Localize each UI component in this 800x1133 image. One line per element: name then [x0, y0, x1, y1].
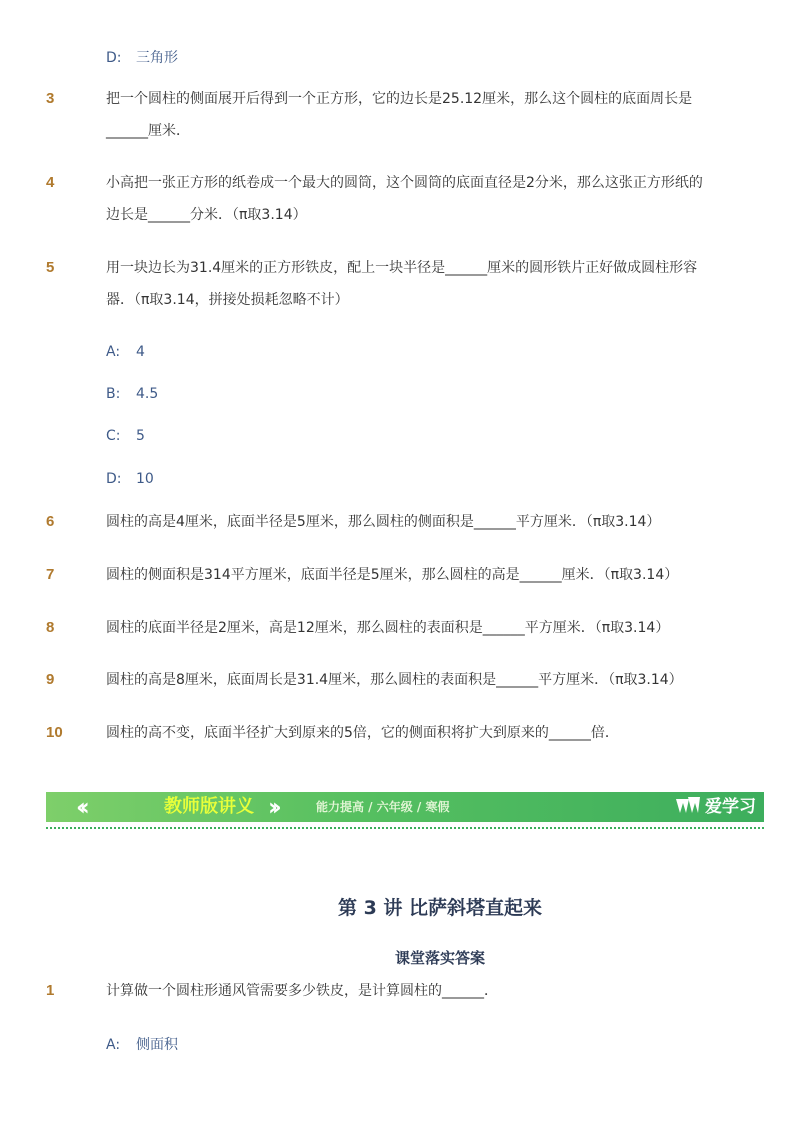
option-label: D: — [106, 50, 122, 66]
question-line: 器．（π取3.14，拼接处损耗忽略不计） — [106, 292, 349, 308]
option-text: 5 — [136, 428, 145, 444]
chevron-left-icon: ‹‹ — [76, 793, 84, 821]
option-text: 10 — [136, 471, 154, 487]
question-line: 圆柱的底面半径是2厘米，高是12厘米，那么圆柱的表面积是______平方厘米．（π取3.14） — [106, 620, 670, 636]
option-d — [106, 47, 178, 67]
question-8-text — [106, 612, 746, 644]
question-line: 小高把一张正方形的纸卷成一个最大的圆筒，这个圆筒的底面直径是2分米，那么这张正方形纸的 — [106, 175, 703, 191]
logo-mark-icon — [675, 795, 701, 815]
question-line: 圆柱的侧面积是314平方厘米，底面半径是5厘米，那么圆柱的高是______厘米．（π取3.14） — [106, 567, 679, 583]
question-line: 圆柱的高不变，底面半径扩大到原来的5倍，它的侧面积将扩大到原来的______倍． — [106, 725, 619, 741]
option-b — [106, 386, 158, 402]
section-title: 课堂落实答案 — [394, 949, 485, 967]
option-a — [106, 1034, 178, 1054]
question-line: 把一个圆柱的侧面展开后得到一个正方形，它的边长是25.12厘米，那么这个圆柱的底面周长是 — [106, 91, 693, 107]
banner-title: 教师版讲义 — [164, 796, 254, 817]
question-6-text — [106, 506, 746, 538]
option-label: D: — [106, 471, 122, 487]
question-line: 边长是______分米．（π取3.14） — [106, 207, 307, 223]
question-number: 1 — [46, 982, 55, 999]
logo-text: 爱学习 — [705, 797, 756, 817]
option-d — [106, 471, 154, 487]
option-label: B: — [106, 386, 121, 402]
option-label: A: — [106, 1037, 121, 1053]
question-5-text — [106, 252, 746, 316]
question-number: 9 — [46, 671, 55, 688]
question-line: 圆柱的高是8厘米，底面周长是31.4厘米，那么圆柱的表面积是______平方厘米．（π取3.14） — [106, 672, 683, 688]
lecture-banner — [46, 792, 764, 822]
question-number: 8 — [46, 619, 55, 636]
question-number: 5 — [46, 259, 55, 276]
brand-logo — [675, 792, 756, 822]
question-number: 6 — [46, 513, 55, 530]
question-number: 7 — [46, 566, 55, 583]
question-line: 计算做一个圆柱形通风管需要多少铁皮，是计算圆柱的______． — [106, 983, 498, 999]
chevron-right-icon: ›› — [268, 793, 276, 821]
option-label: C: — [106, 428, 121, 444]
answer-question-1-text — [106, 975, 746, 1007]
question-number: 3 — [46, 90, 55, 107]
question-line: 圆柱的高是4厘米，底面半径是5厘米，那么圆柱的侧面积是______平方厘米．（π取3.14） — [106, 514, 661, 530]
question-10-text — [106, 717, 746, 749]
question-7-text — [106, 559, 746, 591]
question-9-text — [106, 664, 746, 696]
question-number: 4 — [46, 174, 55, 191]
question-4-text — [106, 167, 746, 231]
question-3-text — [106, 83, 746, 147]
option-text: 4.5 — [136, 386, 159, 402]
banner-divider — [46, 827, 764, 829]
lesson-title: 第 3 讲 比萨斜塔直起来 — [337, 897, 543, 919]
option-text: 三角形 — [136, 50, 178, 66]
question-line: 用一块边长为31.4厘米的正方形铁皮，配上一块半径是______厘米的圆形铁片正好做成圆柱形容 — [106, 260, 698, 276]
option-label: A: — [106, 344, 121, 360]
question-number: 10 — [46, 724, 63, 741]
option-a — [106, 344, 145, 360]
banner-subtitle: 能力提高 / 六年级 / 寒假 — [316, 800, 450, 814]
option-text: 侧面积 — [136, 1037, 178, 1053]
question-line: ______厘米． — [106, 123, 190, 139]
option-c — [106, 428, 145, 444]
option-text: 4 — [136, 344, 145, 360]
